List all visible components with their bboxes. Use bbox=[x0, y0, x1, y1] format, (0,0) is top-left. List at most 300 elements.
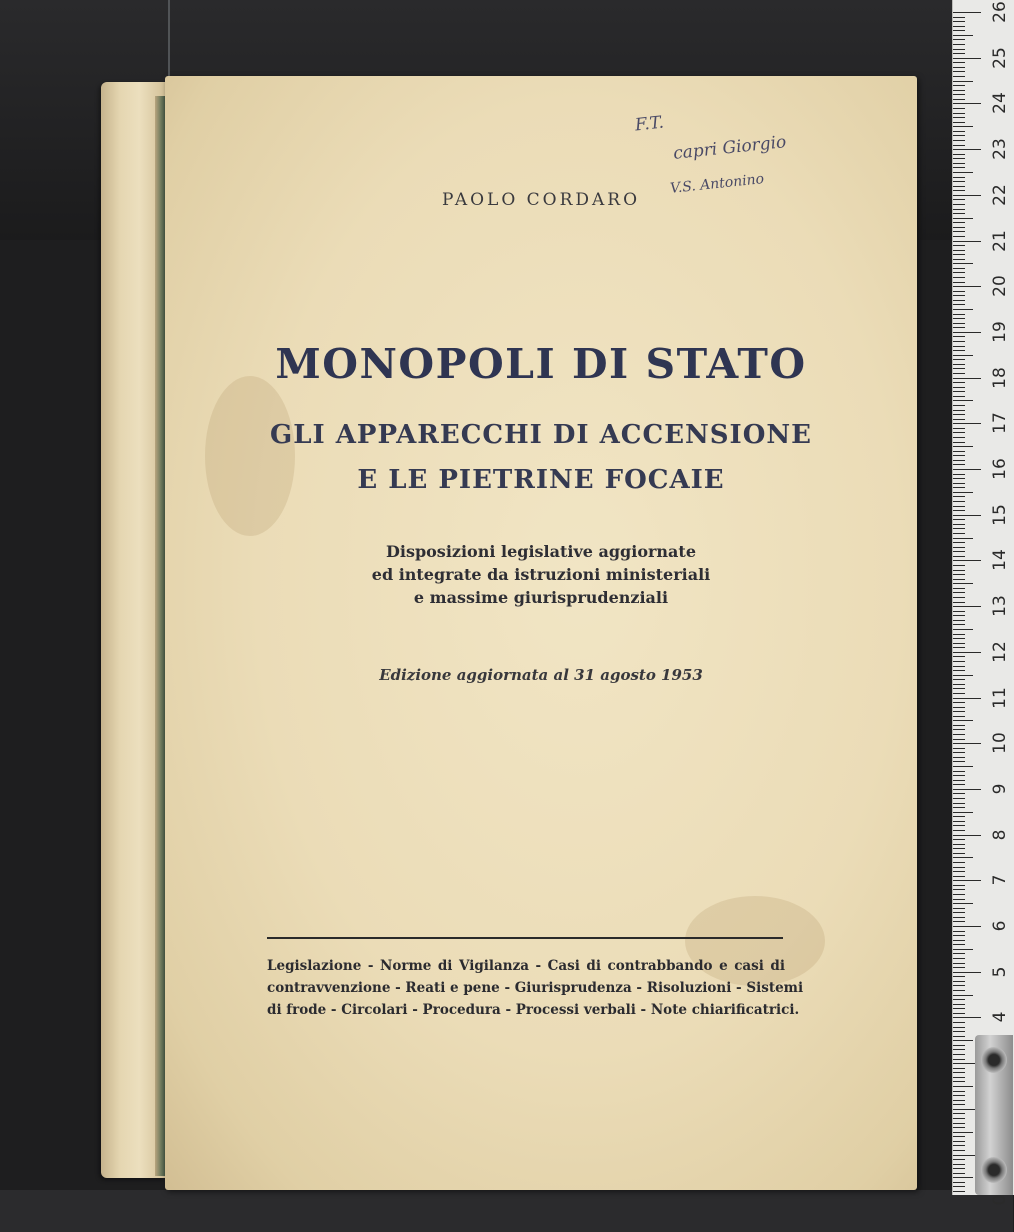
description-line: Disposizioni legislative aggiornate bbox=[385, 542, 696, 561]
ruler-number: 18 bbox=[990, 366, 1010, 389]
ruler-tick bbox=[953, 154, 965, 155]
ruler-tick bbox=[953, 940, 965, 941]
ruler-tick bbox=[953, 327, 965, 328]
book-subtitle: E LE PIETRINE FOCAIE bbox=[357, 465, 725, 495]
ruler-tick bbox=[953, 862, 965, 863]
ruler-tick bbox=[953, 551, 965, 552]
ruler-tick bbox=[953, 1017, 981, 1018]
book-subtitle: GLI APPARECCHI DI ACCENSIONE bbox=[270, 420, 812, 450]
ruler-tick bbox=[953, 729, 965, 730]
screw-icon bbox=[981, 1157, 1007, 1183]
ruler-tick bbox=[953, 542, 965, 543]
ruler-tick bbox=[953, 967, 965, 968]
ruler-number: 24 bbox=[990, 92, 1010, 115]
ruler-tick bbox=[953, 889, 965, 890]
ruler-tick bbox=[953, 272, 965, 273]
ruler-tick bbox=[953, 300, 965, 301]
ruler-tick bbox=[953, 378, 981, 379]
ruler-tick bbox=[953, 857, 973, 858]
ruler-tick bbox=[953, 35, 973, 36]
ruler-tick bbox=[953, 533, 965, 534]
ruler-tick bbox=[953, 1036, 965, 1037]
ruler-tick bbox=[953, 487, 965, 488]
ruler-tick bbox=[953, 789, 981, 790]
screw-icon bbox=[981, 1047, 1007, 1073]
ruler-tick bbox=[953, 419, 965, 420]
ruler-tick bbox=[953, 122, 965, 123]
ruler-tick bbox=[953, 784, 965, 785]
ruler-tick bbox=[953, 291, 965, 292]
ruler-tick bbox=[953, 103, 981, 104]
ruler-tick bbox=[953, 236, 965, 237]
ruler-tick bbox=[953, 140, 965, 141]
ruler-tick bbox=[953, 67, 965, 68]
ruler-tick bbox=[953, 373, 965, 374]
ruler-tick bbox=[953, 62, 965, 63]
ruler-tick bbox=[953, 245, 965, 246]
ruler-number: 15 bbox=[990, 503, 1010, 526]
ruler-tick bbox=[953, 1145, 965, 1146]
ruler-tick bbox=[953, 775, 965, 776]
ruler-tick bbox=[953, 282, 965, 283]
ruler-tick bbox=[953, 286, 981, 287]
ruler-tick bbox=[953, 442, 965, 443]
ruler-tick bbox=[953, 76, 965, 77]
ruler-number: 14 bbox=[990, 549, 1010, 572]
ruler-tick bbox=[953, 1141, 965, 1142]
ruler-number: 12 bbox=[990, 640, 1010, 663]
ruler-tick bbox=[953, 145, 965, 146]
ruler-tick bbox=[953, 634, 965, 635]
ruler-tick bbox=[953, 931, 965, 932]
ruler-tick bbox=[953, 277, 965, 278]
ruler-tick bbox=[953, 519, 965, 520]
ruler-tick bbox=[953, 912, 965, 913]
ruler-number: 23 bbox=[990, 138, 1010, 160]
ruler-number: 20 bbox=[990, 275, 1010, 298]
ruler-tick bbox=[953, 58, 981, 59]
ruler-tick bbox=[953, 1049, 965, 1050]
ruler-tick bbox=[953, 972, 981, 973]
ruler-tick bbox=[953, 382, 965, 383]
ruler-tick bbox=[953, 1123, 965, 1124]
ruler-tick bbox=[953, 364, 965, 365]
ruler-tick bbox=[953, 400, 973, 401]
ruler-tick bbox=[953, 620, 965, 621]
ruler-tick bbox=[953, 835, 981, 836]
ruler-tick bbox=[953, 611, 965, 612]
ruler-tick bbox=[953, 12, 981, 13]
ruler-tick bbox=[953, 958, 965, 959]
ruler-tick bbox=[953, 908, 965, 909]
ruler-tick bbox=[953, 1168, 965, 1169]
ruler-tick bbox=[953, 876, 965, 877]
description-line: ed integrate da istruzioni ministeriali bbox=[371, 565, 711, 584]
ruler-tick bbox=[953, 1173, 965, 1174]
ruler-tick bbox=[953, 780, 965, 781]
ruler-tick bbox=[953, 528, 965, 529]
ruler-tick bbox=[953, 894, 965, 895]
ruler-tick bbox=[953, 460, 965, 461]
ruler-tick bbox=[953, 304, 965, 305]
ruler-tick bbox=[953, 885, 965, 886]
ruler-tick bbox=[953, 414, 965, 415]
ruler-tick bbox=[953, 231, 965, 232]
ruler-tick bbox=[953, 49, 965, 50]
ruler-tick bbox=[953, 227, 965, 228]
ruler-tick bbox=[953, 341, 965, 342]
ruler-tick bbox=[953, 1059, 965, 1060]
divider-rule bbox=[267, 937, 783, 939]
ruler-tick bbox=[953, 44, 965, 45]
ruler-tick bbox=[953, 743, 981, 744]
ruler-tick bbox=[953, 748, 965, 749]
ruler-tick bbox=[953, 1095, 965, 1096]
ruler-tick bbox=[953, 675, 973, 676]
ruler-tick bbox=[953, 199, 965, 200]
ruler-tick bbox=[953, 218, 973, 219]
ruler-tick bbox=[953, 350, 965, 351]
book-title: MONOPOLI DI STATO bbox=[275, 340, 807, 388]
ruler-tick bbox=[953, 181, 965, 182]
ruler-tick bbox=[953, 926, 981, 927]
ruler-tick bbox=[953, 30, 965, 31]
ruler-tick bbox=[953, 1136, 965, 1137]
ruler-tick bbox=[953, 624, 965, 625]
ruler-tick bbox=[953, 483, 965, 484]
ruler-tick bbox=[953, 510, 965, 511]
ruler-tick bbox=[953, 963, 965, 964]
ruler-number: 10 bbox=[990, 732, 1010, 755]
ruler-tick bbox=[953, 524, 965, 525]
ruler-tick bbox=[953, 359, 965, 360]
ruler-tick bbox=[953, 496, 965, 497]
topics-line: contravvenzione - Reati e pene - Giurisprudenza - Risoluzioni - Sistemi bbox=[267, 980, 804, 996]
ruler-tick bbox=[953, 702, 965, 703]
ruler-tick bbox=[953, 949, 973, 950]
ruler-tick bbox=[953, 679, 965, 680]
ruler-tick bbox=[953, 177, 965, 178]
ruler-tick bbox=[953, 844, 965, 845]
ruler-number: 0 bbox=[990, 1194, 1010, 1206]
ruler-tick bbox=[953, 839, 965, 840]
ruler-tick bbox=[953, 670, 965, 671]
ruler-tick bbox=[953, 812, 973, 813]
ruler-tick bbox=[953, 976, 965, 977]
ruler-tick bbox=[953, 163, 965, 164]
ruler-tick bbox=[953, 1045, 965, 1046]
ruler-tick bbox=[953, 1191, 965, 1192]
ruler-tick bbox=[953, 643, 965, 644]
ruler-tick bbox=[953, 423, 981, 424]
ruler-tick bbox=[953, 698, 981, 699]
ruler-tick bbox=[953, 213, 965, 214]
ruler-tick bbox=[953, 1104, 965, 1105]
ruler-number: 19 bbox=[990, 321, 1010, 343]
ruler-number: 4 bbox=[990, 1011, 1010, 1023]
ruler-tick bbox=[953, 241, 981, 242]
ruler-tick bbox=[953, 899, 965, 900]
ruler-number: 17 bbox=[990, 412, 1010, 435]
ruler-tick bbox=[953, 318, 965, 319]
ruler-tick bbox=[953, 478, 965, 479]
ruler-tick bbox=[953, 1118, 965, 1119]
ruler-tick bbox=[953, 515, 981, 516]
ruler-tick bbox=[953, 446, 973, 447]
ruler-tick bbox=[953, 172, 973, 173]
ruler-tick bbox=[953, 565, 965, 566]
handwritten-note: V.S. Antonino bbox=[669, 171, 765, 197]
ruler-tick bbox=[953, 126, 973, 127]
ruler-tick bbox=[953, 880, 981, 881]
ruler-tick bbox=[953, 455, 965, 456]
ruler-tick bbox=[953, 761, 965, 762]
handwritten-note: capri Giorgio bbox=[672, 132, 788, 164]
ruler-tick bbox=[953, 917, 965, 918]
ruler-tick bbox=[953, 85, 965, 86]
ruler-tick bbox=[953, 597, 965, 598]
ruler-tick bbox=[953, 263, 973, 264]
ruler-tick bbox=[953, 666, 965, 667]
ruler-tick bbox=[953, 295, 965, 296]
ruler-tick bbox=[953, 432, 965, 433]
ruler-tick bbox=[953, 981, 965, 982]
ruler-tick bbox=[953, 652, 981, 653]
ruler-tick bbox=[953, 268, 965, 269]
ruler-tick bbox=[953, 190, 965, 191]
ruler-tick bbox=[953, 1100, 965, 1101]
ruler-number: 9 bbox=[990, 783, 1010, 795]
handwritten-note: F.T. bbox=[634, 112, 665, 136]
ruler-tick bbox=[953, 720, 973, 721]
ruler-tick bbox=[953, 355, 973, 356]
ruler-tick bbox=[953, 1113, 965, 1114]
ruler-tick bbox=[953, 17, 965, 18]
ruler-tick bbox=[953, 953, 965, 954]
ruler-tick bbox=[953, 94, 965, 95]
ruler-tick bbox=[953, 346, 965, 347]
ruler-tick bbox=[953, 1150, 965, 1151]
ruler-tick bbox=[953, 825, 965, 826]
ruler-tick bbox=[953, 26, 965, 27]
ruler-tick bbox=[953, 1040, 973, 1041]
ruler-tick bbox=[953, 39, 965, 40]
ruler-tick bbox=[953, 629, 973, 630]
ruler-tick bbox=[953, 583, 973, 584]
description-line: e massime giurisprudenziali bbox=[413, 588, 669, 607]
ruler-tick bbox=[953, 579, 965, 580]
ruler-number: 16 bbox=[990, 458, 1010, 480]
author-name: PAOLO CORDARO bbox=[441, 190, 641, 210]
ruler-tick bbox=[953, 807, 965, 808]
ruler-tick bbox=[953, 707, 965, 708]
ruler-tick bbox=[953, 314, 965, 315]
ruler-tick bbox=[953, 167, 965, 168]
topics-line: di frode - Circolari - Procedura - Processi verbali - Note chiarificatrici. bbox=[267, 1002, 800, 1018]
ruler-tick bbox=[953, 368, 965, 369]
ruler-tick bbox=[953, 222, 965, 223]
ruler-tick bbox=[953, 830, 965, 831]
ruler-tick bbox=[953, 1068, 965, 1069]
ruler-tick bbox=[953, 1027, 965, 1028]
ruler-tick bbox=[953, 985, 965, 986]
ruler-tick bbox=[953, 451, 965, 452]
ruler-tick bbox=[953, 871, 965, 872]
ruler-tick bbox=[953, 606, 981, 607]
ruler-tick bbox=[953, 615, 965, 616]
ruler-tick bbox=[953, 195, 981, 196]
ruler-tick bbox=[953, 935, 965, 936]
ruler-tick bbox=[953, 570, 965, 571]
ruler-tick bbox=[953, 1031, 965, 1032]
ruler-tick bbox=[953, 693, 965, 694]
ruler-tick bbox=[953, 821, 965, 822]
ruler-tick bbox=[953, 999, 965, 1000]
ruler-tick bbox=[953, 501, 965, 502]
edition-note: Edizione aggiornata al 31 agosto 1953 bbox=[379, 666, 703, 684]
ruler-tick bbox=[953, 556, 965, 557]
ruler-tick bbox=[953, 538, 973, 539]
ruler-tick bbox=[953, 108, 965, 109]
ruler-tick bbox=[953, 396, 965, 397]
ruler-tick bbox=[953, 428, 965, 429]
ruler-tick bbox=[953, 437, 965, 438]
ruler-tick bbox=[953, 816, 965, 817]
ruler-tick bbox=[953, 944, 965, 945]
ruler-number: 25 bbox=[990, 46, 1010, 69]
ruler-tick bbox=[953, 250, 965, 251]
ruler-number: 21 bbox=[990, 229, 1010, 252]
ruler-tick bbox=[953, 186, 965, 187]
ruler-tick bbox=[953, 309, 973, 310]
paper-stain bbox=[205, 376, 295, 536]
ruler-tick bbox=[953, 113, 965, 114]
ruler-tick bbox=[953, 506, 965, 507]
ruler-tick bbox=[953, 803, 965, 804]
ruler-tick bbox=[953, 734, 965, 735]
ruler-tick bbox=[953, 387, 965, 388]
ruler-tick bbox=[953, 405, 965, 406]
ruler-tick bbox=[953, 602, 965, 603]
ruler-tick bbox=[953, 204, 965, 205]
ruler-number: 7 bbox=[990, 874, 1010, 886]
ruler-tick bbox=[953, 1127, 965, 1128]
ruler-tick bbox=[953, 209, 965, 210]
ruler-tick bbox=[953, 757, 965, 758]
ruler-tick bbox=[953, 391, 965, 392]
ruler-tick bbox=[953, 1164, 965, 1165]
ruler-tick bbox=[953, 99, 965, 100]
topics-line: Legislazione - Norme di Vigilanza - Casi di contrabbando e casi di bbox=[267, 958, 785, 974]
ruler-tick bbox=[953, 990, 965, 991]
ruler-tick bbox=[953, 771, 965, 772]
ruler-tick bbox=[953, 867, 965, 868]
measuring-ruler bbox=[952, 0, 1014, 1206]
ruler-tick bbox=[953, 410, 965, 411]
ruler-tick bbox=[953, 661, 965, 662]
ruler-tick bbox=[953, 117, 965, 118]
ruler-tick bbox=[953, 1077, 965, 1078]
ruler-tick bbox=[953, 793, 965, 794]
ruler-number: 5 bbox=[990, 966, 1010, 978]
ruler-tick bbox=[953, 1182, 965, 1183]
ruler-tick bbox=[953, 90, 965, 91]
ruler-tick bbox=[953, 1132, 973, 1133]
ruler-tick bbox=[953, 684, 965, 685]
ruler-tick bbox=[953, 574, 965, 575]
ruler-number: 6 bbox=[990, 920, 1010, 932]
ruler-tick bbox=[953, 798, 965, 799]
ruler-tick bbox=[953, 592, 965, 593]
ruler-tick bbox=[953, 1008, 965, 1009]
ruler-tick bbox=[953, 725, 965, 726]
ruler-tick bbox=[953, 1022, 965, 1023]
ruler-tick bbox=[953, 1054, 965, 1055]
ruler-tick bbox=[953, 21, 965, 22]
ruler-tick bbox=[953, 259, 965, 260]
table-surface bbox=[0, 1190, 1013, 1232]
ruler-tick bbox=[953, 81, 973, 82]
ruler-tick bbox=[953, 336, 965, 337]
ruler-tick bbox=[953, 1004, 965, 1005]
ruler-tick bbox=[953, 921, 965, 922]
ruler-tick bbox=[953, 492, 973, 493]
ruler-tick bbox=[953, 1159, 965, 1160]
ruler-tick bbox=[953, 135, 965, 136]
ruler-tick bbox=[953, 766, 973, 767]
ruler-tick bbox=[953, 588, 965, 589]
ruler-tick bbox=[953, 464, 965, 465]
ruler-tick bbox=[953, 469, 981, 470]
ruler-tick bbox=[953, 131, 965, 132]
ruler-tick bbox=[953, 53, 965, 54]
book-cover bbox=[165, 76, 917, 1190]
ruler-tick bbox=[953, 1177, 973, 1178]
ruler-tick bbox=[953, 1081, 965, 1082]
ruler-tick bbox=[953, 158, 965, 159]
ruler-tick bbox=[953, 638, 965, 639]
ruler-tick bbox=[953, 752, 965, 753]
ruler-tick bbox=[953, 1072, 965, 1073]
ruler-tick bbox=[953, 853, 965, 854]
ruler-tick bbox=[953, 71, 965, 72]
ruler-number: 22 bbox=[990, 183, 1010, 206]
ruler-tick bbox=[953, 547, 965, 548]
ruler-tick bbox=[953, 995, 973, 996]
ruler-tick bbox=[953, 1013, 965, 1014]
ruler-number: 26 bbox=[990, 1, 1010, 23]
ruler-tick bbox=[953, 647, 965, 648]
ruler-number: 13 bbox=[990, 595, 1010, 617]
ruler-tick bbox=[953, 1186, 965, 1187]
ruler-tick bbox=[953, 711, 965, 712]
ruler-tick bbox=[953, 656, 965, 657]
ruler-number: 8 bbox=[990, 829, 1010, 841]
ruler-tick bbox=[953, 716, 965, 717]
ruler-tick bbox=[953, 474, 965, 475]
ruler-tick bbox=[953, 739, 965, 740]
ruler-tick bbox=[953, 903, 973, 904]
ruler-tick bbox=[953, 323, 965, 324]
ruler-number: 11 bbox=[990, 686, 1010, 709]
ruler-tick bbox=[953, 149, 981, 150]
book-spine-edge bbox=[155, 96, 165, 1176]
ruler-tick bbox=[953, 688, 965, 689]
ruler-tick bbox=[953, 848, 965, 849]
ruler-tick bbox=[953, 254, 965, 255]
ruler-tick bbox=[953, 560, 981, 561]
ruler-tick bbox=[953, 1086, 973, 1087]
